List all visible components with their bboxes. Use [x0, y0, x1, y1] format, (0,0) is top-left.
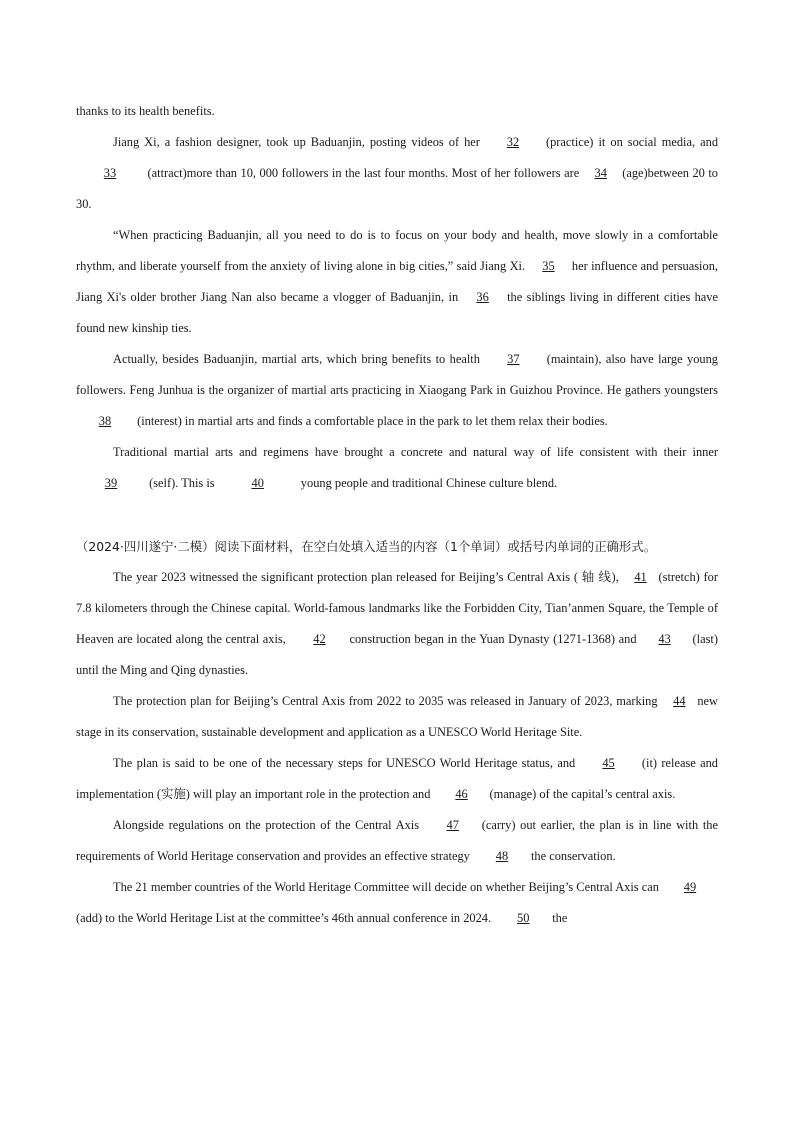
blank-47[interactable]: 47 — [446, 818, 459, 832]
blank-42[interactable]: 42 — [313, 632, 326, 646]
blank-45[interactable]: 45 — [602, 756, 615, 770]
paragraph-regulations: Alongside regulations on the protection of the Central Axis 47 (carry) out earlier, the plan is in line with the requirements of World Heritage conservation and provides an effective strategy 48 the conservation. — [76, 810, 718, 872]
blank-48[interactable]: 48 — [495, 849, 509, 863]
exercise-heading: （2024·四川遂宁·二模）阅读下面材料，在空白处填入适当的内容（1个单词）或括号内单词的正确形式。 — [76, 539, 657, 554]
paragraph-unesco-status: The plan is said to be one of the necessary steps for UNESCO World Heritage status, and 45 (it) release and implementation (实施) will play an important role in the protection and 46 (manage) of the capital’s central axis. — [76, 748, 718, 810]
blank-32[interactable]: 32 — [506, 135, 520, 149]
blank-46[interactable]: 46 — [455, 787, 468, 801]
blank-50[interactable]: 50 — [517, 911, 530, 925]
paragraph-protection-plan: The protection plan for Beijing’s Central Axis from 2022 to 2035 was released in January of 2023, marking 44 new stage in its conservation, sustainable development and application as a UNESCO World Heritage Site. — [76, 686, 718, 748]
blank-35[interactable]: 35 — [542, 259, 555, 273]
blank-43[interactable]: 43 — [658, 632, 671, 646]
paragraph-martial-arts: Actually, besides Baduanjin, martial arts, which bring benefits to health 37 (maintain), also have large young followers. Feng Junhua is the organizer of martial arts practicing in Xiaogang Park in Guizhou Province. He gathers youngsters 38 (interest) in martial arts and finds a comfortable place in the park to let them relax their bodies. — [76, 344, 718, 437]
paragraph-quote: “When practicing Baduanjin, all you need to do is to focus on your body and health, move slowly in a comfortable rhythm, and liberate yourself from the anxiety of living alone in big cities,” said Jiang Xi. 35 her influence and persuasion, Jiang Xi's older brother Jiang Nan also became a vlogger of Baduanjin, in 36 the siblings living in different cities have found new kinship ties. — [76, 228, 718, 335]
blank-41[interactable]: 41 — [634, 570, 647, 584]
blank-37[interactable]: 37 — [507, 352, 520, 366]
blank-34[interactable]: 34 — [594, 166, 607, 180]
paragraph-continuation: thanks to its health benefits. — [76, 104, 215, 118]
blank-49[interactable]: 49 — [683, 880, 697, 894]
section-spacer — [76, 499, 718, 531]
paragraph-central-axis: The year 2023 witnessed the significant protection plan released for Beijing’s Central Axis ( 轴 线), 41 (stretch) for 7.8 kilometers through the Chinese capital. World-famous landmarks like the Forbidden City, Tian’anmen Square, the Temple of Heaven are located along the central axis, 42 construction began in the Yuan Dynasty (1271-1368) and 43 (last) until the Ming and Qing dynasties. — [76, 562, 718, 686]
paragraph-traditional: Traditional martial arts and regimens have brought a concrete and natural way of life consistent with their inner 39 (self). This is 40 young people and traditional Chinese culture blend. — [76, 437, 718, 499]
blank-33[interactable]: 33 — [103, 166, 117, 180]
blank-44[interactable]: 44 — [673, 694, 686, 708]
blank-40[interactable]: 40 — [251, 476, 264, 490]
blank-36[interactable]: 36 — [476, 290, 489, 304]
blank-39[interactable]: 39 — [104, 476, 118, 490]
paragraph-jiang-xi: Jiang Xi, a fashion designer, took up Baduanjin, posting videos of her 32 (practice) it on social media, and 33 (attract)more than 10, 000 followers in the last four months. Most of her followers are 34 (age)between 20 to 30. — [76, 127, 718, 220]
paragraph-committee: The 21 member countries of the World Heritage Committee will decide on whether Beijing’s Central Axis can 49(add) to the World Heritage List at the committee’s 46th annual conference in 2024. 50 the — [76, 872, 718, 934]
blank-38[interactable]: 38 — [98, 414, 112, 428]
document-page — [76, 96, 718, 934]
